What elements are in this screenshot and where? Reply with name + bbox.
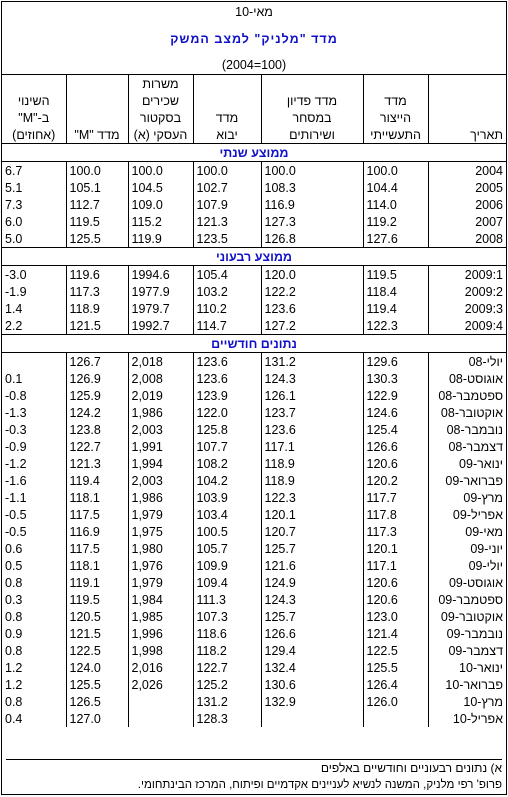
cell-trade: 126.6 [261,625,363,642]
cell-imports: 105.7 [193,540,261,557]
cell-industrial: 129.6 [363,353,428,371]
cell-m-index: 119.6 [66,266,128,284]
cell-trade: 123.7 [261,404,363,421]
table-row [2,659,506,676]
cell-industrial: 130.3 [363,370,428,387]
header-industrial [363,75,428,93]
cell-m-index: 100.0 [66,162,128,180]
cell-jobs [128,710,193,727]
base-year-note: (2004=100) [2,56,506,75]
cell-m-index: 124.2 [66,404,128,421]
cell-m-index: 112.7 [66,196,128,213]
cell-trade: 129.4 [261,642,363,659]
cell-jobs: 1,986 [128,404,193,421]
cell-industrial: 120.6 [363,591,428,608]
cell-jobs: 2,008 [128,370,193,387]
cell-imports: 108.2 [193,455,261,472]
cell-date: דצמבר-08 [428,438,506,455]
table-row [2,574,506,591]
cell-date: נובמבר-08 [428,421,506,438]
cell-imports: 128.3 [193,710,261,727]
cell-imports: 102.7 [193,179,261,196]
cell-imports: 109.9 [193,557,261,574]
cell-date: ספטמבר-08 [428,387,506,404]
cell-change: -3.0 [5,267,27,282]
cell-date: יולי-08 [428,353,506,371]
header-change: השינוי [17,93,50,108]
cell-change: -1.3 [5,405,27,420]
cell-industrial: 119.4 [363,300,428,317]
cell-date: פברואר-10 [428,676,506,693]
cell-change: 0.4 [5,711,23,726]
table-row [2,455,506,472]
cell-change: 1.2 [5,677,23,692]
cell-change: 0.8 [5,643,23,658]
cell-m-index: 121.3 [66,455,128,472]
cell-m-index: 119.4 [66,472,128,489]
cell-trade: 124.3 [261,591,363,608]
cell-m-index: 105.1 [66,179,128,196]
cell-date: ינואר-10 [428,659,506,676]
table-row [2,625,506,642]
footnote-units: א) נתונים רבעוניים וחודשיים באלפים [6,759,502,777]
cell-imports: 110.2 [193,300,261,317]
cell-industrial: 121.4 [363,625,428,642]
cell-date: אוקטובר-08 [428,404,506,421]
cell-change: 0.8 [5,609,23,624]
header-trade: במסחר [261,109,363,126]
cell-industrial: 117.7 [363,489,428,506]
cell-jobs: 2,018 [128,353,193,371]
month-label: מאי-10 [235,5,273,19]
header-imports: יבוא [193,126,261,144]
cell-jobs: 1,979 [128,506,193,523]
cell-change: 5.1 [5,180,23,195]
cell-industrial: 122.9 [363,387,428,404]
cell-jobs: 115.2 [128,213,193,230]
cell-jobs: 1,976 [128,557,193,574]
cell-industrial: 126.4 [363,676,428,693]
cell-m-index: 122.5 [66,642,128,659]
cell-industrial: 117.8 [363,506,428,523]
header-date [428,75,506,93]
cell-imports: 121.3 [193,213,261,230]
cell-change: 5.0 [5,231,23,246]
cell-jobs: 2,026 [128,676,193,693]
cell-trade: 127.3 [261,213,363,230]
header-change [2,75,66,93]
table-row [2,642,506,659]
header-trade: ושירותים [261,126,363,144]
cell-industrial: 114.0 [363,196,428,213]
cell-date: דצמבר-09 [428,642,506,659]
cell-date: ספטמבר-09 [428,591,506,608]
cell-change: 0.9 [5,626,23,641]
cell-trade: 132.9 [261,693,363,710]
cell-industrial: 123.0 [363,608,428,625]
table-row [2,523,506,540]
cell-imports: 111.3 [193,591,261,608]
header-trade: מדד פדיון [261,92,363,109]
cell-date: מרץ-09 [428,489,506,506]
cell-industrial: 122.5 [363,642,428,659]
cell-trade: 131.2 [261,353,363,371]
cell-trade: 120.0 [261,266,363,284]
cell-imports: 107.9 [193,196,261,213]
table-row [2,472,506,489]
table-row [2,283,506,300]
cell-trade: 116.9 [261,196,363,213]
cell-jobs: 1,998 [128,642,193,659]
table-row [2,608,506,625]
cell-industrial: 104.4 [363,179,428,196]
header-imports [193,75,261,93]
table-row [2,179,506,196]
cell-trade: 126.1 [261,387,363,404]
cell-imports: 107.7 [193,438,261,455]
cell-m-index: 116.9 [66,523,128,540]
cell-change: -1.6 [5,473,27,488]
cell-trade: 120.1 [261,506,363,523]
cell-date: 2009:2 [428,283,506,300]
table-row [2,506,506,523]
cell-trade: 126.8 [261,230,363,248]
cell-imports: 122.7 [193,659,261,676]
table-row [2,557,506,574]
cell-imports: 131.2 [193,693,261,710]
cell-change: 1.2 [5,660,23,675]
cell-trade: 127.2 [261,317,363,335]
cell-imports: 123.9 [193,387,261,404]
cell-imports: 125.8 [193,421,261,438]
cell-date: פברואר-09 [428,472,506,489]
table-row [2,387,506,404]
table-row [2,353,506,371]
cell-change: -0.9 [5,439,27,454]
header-m-index [66,92,128,109]
header-industrial: הייצור [363,109,428,126]
cell-m-index: 125.5 [66,676,128,693]
cell-date: אפריל-09 [428,506,506,523]
cell-trade: 125.7 [261,608,363,625]
cell-industrial: 125.4 [363,421,428,438]
cell-date: מרץ-10 [428,693,506,710]
cell-trade: 117.1 [261,438,363,455]
cell-change: -0.3 [5,422,27,437]
cell-jobs: 1977.9 [128,283,193,300]
cell-jobs: 119.9 [128,230,193,248]
table-row [2,710,506,727]
cell-industrial: 120.6 [363,455,428,472]
cell-jobs: 1979.7 [128,300,193,317]
cell-m-index: 125.9 [66,387,128,404]
table-row [2,489,506,506]
cell-date: 2006 [428,196,506,213]
cell-imports: 118.6 [193,625,261,642]
cell-jobs [128,693,193,710]
table-row [2,370,506,387]
cell-jobs: 1,986 [128,489,193,506]
cell-industrial: 117.1 [363,557,428,574]
cell-industrial: 125.5 [363,659,428,676]
table-row [2,693,506,710]
cell-jobs: 104.5 [128,179,193,196]
cell-industrial: 127.6 [363,230,428,248]
cell-date: מאי-09 [428,523,506,540]
cell-industrial: 119.2 [363,213,428,230]
section-monthly: נתונים חודשיים [2,335,506,353]
cell-m-index: 121.5 [66,317,128,335]
cell-jobs: 1,975 [128,523,193,540]
cell-imports: 118.2 [193,642,261,659]
cell-imports: 107.3 [193,608,261,625]
cell-industrial: 118.4 [363,283,428,300]
cell-jobs: 1,980 [128,540,193,557]
cell-imports: 103.9 [193,489,261,506]
cell-m-index: 122.7 [66,438,128,455]
table-row [2,317,506,335]
table-row [2,213,506,230]
header-jobs: בסקטור [128,109,193,126]
cell-jobs: 2,003 [128,472,193,489]
cell-change [2,353,66,371]
cell-trade: 125.7 [261,540,363,557]
table-row [2,540,506,557]
cell-change: 6.0 [5,214,23,229]
header-date [428,109,506,126]
cell-industrial: 124.6 [363,404,428,421]
table-row [2,438,506,455]
cell-date: יולי-09 [428,557,506,574]
header-jobs: משרות [128,75,193,93]
cell-trade: 130.6 [261,676,363,693]
table-row [2,591,506,608]
cell-change: 2.2 [5,318,23,333]
table-row [2,404,506,421]
cell-industrial [363,710,428,727]
header-jobs: העסקי (א) [128,126,193,144]
cell-change: 0.6 [5,541,23,556]
cell-date: 2009:1 [428,266,506,284]
cell-date: אוגוסט-08 [428,370,506,387]
cell-m-index: 126.9 [66,370,128,387]
cell-imports: 123.6 [193,370,261,387]
cell-change: 0.3 [5,592,23,607]
cell-jobs: 1992.7 [128,317,193,335]
cell-m-index: 118.1 [66,557,128,574]
cell-trade: 123.6 [261,300,363,317]
cell-industrial: 126.6 [363,438,428,455]
section-annual: ממוצע שנתי [2,144,506,162]
cell-imports: 122.0 [193,404,261,421]
cell-jobs: 109.0 [128,196,193,213]
cell-date: אפריל-10 [428,710,506,727]
cell-imports: 114.7 [193,317,261,335]
cell-imports: 125.2 [193,676,261,693]
cell-m-index: 118.1 [66,489,128,506]
cell-change: 7.3 [5,197,23,212]
cell-industrial: 120.1 [363,540,428,557]
cell-trade: 122.2 [261,283,363,300]
cell-imports: 103.2 [193,283,261,300]
header-industrial: מדד [363,92,428,109]
melnick-index-table [2,2,506,727]
cell-jobs: 1,979 [128,574,193,591]
cell-imports: 104.2 [193,472,261,489]
cell-jobs: 2,019 [128,387,193,404]
cell-m-index: 120.5 [66,608,128,625]
cell-trade: 124.9 [261,574,363,591]
table-row [2,266,506,284]
cell-date: 2004 [428,162,506,180]
cell-m-index: 121.5 [66,625,128,642]
cell-industrial: 122.3 [363,317,428,335]
cell-date: נובמבר-09 [428,625,506,642]
cell-m-index: 126.5 [66,693,128,710]
cell-change: 0.8 [5,694,23,709]
table-row [2,230,506,248]
cell-change: 0.1 [5,371,23,386]
cell-trade: 100.0 [261,162,363,180]
cell-m-index: 119.5 [66,213,128,230]
cell-date: יוני-09 [428,540,506,557]
cell-change: -0.5 [5,507,27,522]
cell-trade: 122.3 [261,489,363,506]
cell-imports: 123.5 [193,230,261,248]
cell-trade: 123.6 [261,421,363,438]
cell-industrial: 126.0 [363,693,428,710]
cell-date: 2008 [428,230,506,248]
cell-imports: 123.6 [193,353,261,371]
cell-imports: 109.4 [193,574,261,591]
header-industrial: התעשייתי [363,126,428,144]
cell-jobs: 1,985 [128,608,193,625]
cell-trade: 118.9 [261,472,363,489]
cell-trade: 120.7 [261,523,363,540]
cell-imports: 105.4 [193,266,261,284]
header-date [428,92,506,109]
cell-jobs: 2,016 [128,659,193,676]
cell-change: 1.4 [5,301,23,316]
table-row [2,162,506,180]
table-row [2,300,506,317]
header-m-index: מדד "M" [66,126,128,144]
cell-m-index: 123.8 [66,421,128,438]
cell-m-index: 117.5 [66,540,128,557]
cell-m-index: 117.5 [66,506,128,523]
cell-industrial: 117.3 [363,523,428,540]
cell-change: 0.5 [5,558,23,573]
cell-date: 2007 [428,213,506,230]
cell-imports: 100.5 [193,523,261,540]
cell-date: אוקטובר-09 [428,608,506,625]
cell-jobs: 1,984 [128,591,193,608]
cell-date: ינואר-09 [428,455,506,472]
cell-trade: 124.3 [261,370,363,387]
cell-change: -1.2 [5,456,27,471]
cell-industrial: 120.2 [363,472,428,489]
header-date: תאריך [428,126,506,144]
cell-imports: 103.4 [193,506,261,523]
cell-trade: 121.6 [261,557,363,574]
header-imports: מדד [193,109,261,126]
cell-m-index: 124.0 [66,659,128,676]
cell-jobs: 1,991 [128,438,193,455]
header-jobs: שכירים [128,92,193,109]
spreadsheet [1,1,507,795]
cell-change: -0.5 [5,524,27,539]
cell-jobs: 2,003 [128,421,193,438]
table-row [2,196,506,213]
cell-m-index: 125.5 [66,230,128,248]
section-quarterly: ממוצע רבעוני [2,248,506,266]
cell-industrial: 100.0 [363,162,428,180]
cell-m-index: 127.0 [66,710,128,727]
table-row [2,421,506,438]
header-change: (אחוזים) [2,126,66,144]
header-imports [193,92,261,109]
footnote-author: פרופ' רפי מלניק, המשנה לנשיא לעניינים אקדמיים ופיתוח, המרכז הבינתחומי. [137,779,502,791]
cell-trade: 132.4 [261,659,363,676]
cell-industrial: 120.6 [363,574,428,591]
cell-date: 2005 [428,179,506,196]
cell-m-index: 118.9 [66,300,128,317]
cell-imports: 100.0 [193,162,261,180]
page-title: מדד "מלניק" למצב המשק [170,32,338,46]
header-m-index [66,109,128,126]
cell-change: -0.8 [5,388,27,403]
table-row [2,676,506,693]
cell-trade [261,710,363,727]
cell-jobs: 1,994 [128,455,193,472]
cell-change: 0.8 [5,575,23,590]
cell-jobs: 100.0 [128,162,193,180]
cell-date: 2009:4 [428,317,506,335]
cell-date: 2009:3 [428,300,506,317]
cell-jobs: 1994.6 [128,266,193,284]
cell-date: אוגוסט-09 [428,574,506,591]
cell-m-index: 117.3 [66,283,128,300]
cell-trade: 118.9 [261,455,363,472]
cell-change: -1.9 [5,284,27,299]
cell-trade: 108.3 [261,179,363,196]
cell-change: 6.7 [5,163,23,178]
cell-m-index: 119.1 [66,574,128,591]
cell-change: -1.1 [5,490,27,505]
cell-m-index: 119.5 [66,591,128,608]
cell-m-index: 126.7 [66,353,128,371]
header-m-index [66,75,128,93]
header-change: ב-"M" [18,110,50,125]
cell-industrial: 119.5 [363,266,428,284]
cell-jobs: 1,996 [128,625,193,642]
header-trade [261,75,363,93]
